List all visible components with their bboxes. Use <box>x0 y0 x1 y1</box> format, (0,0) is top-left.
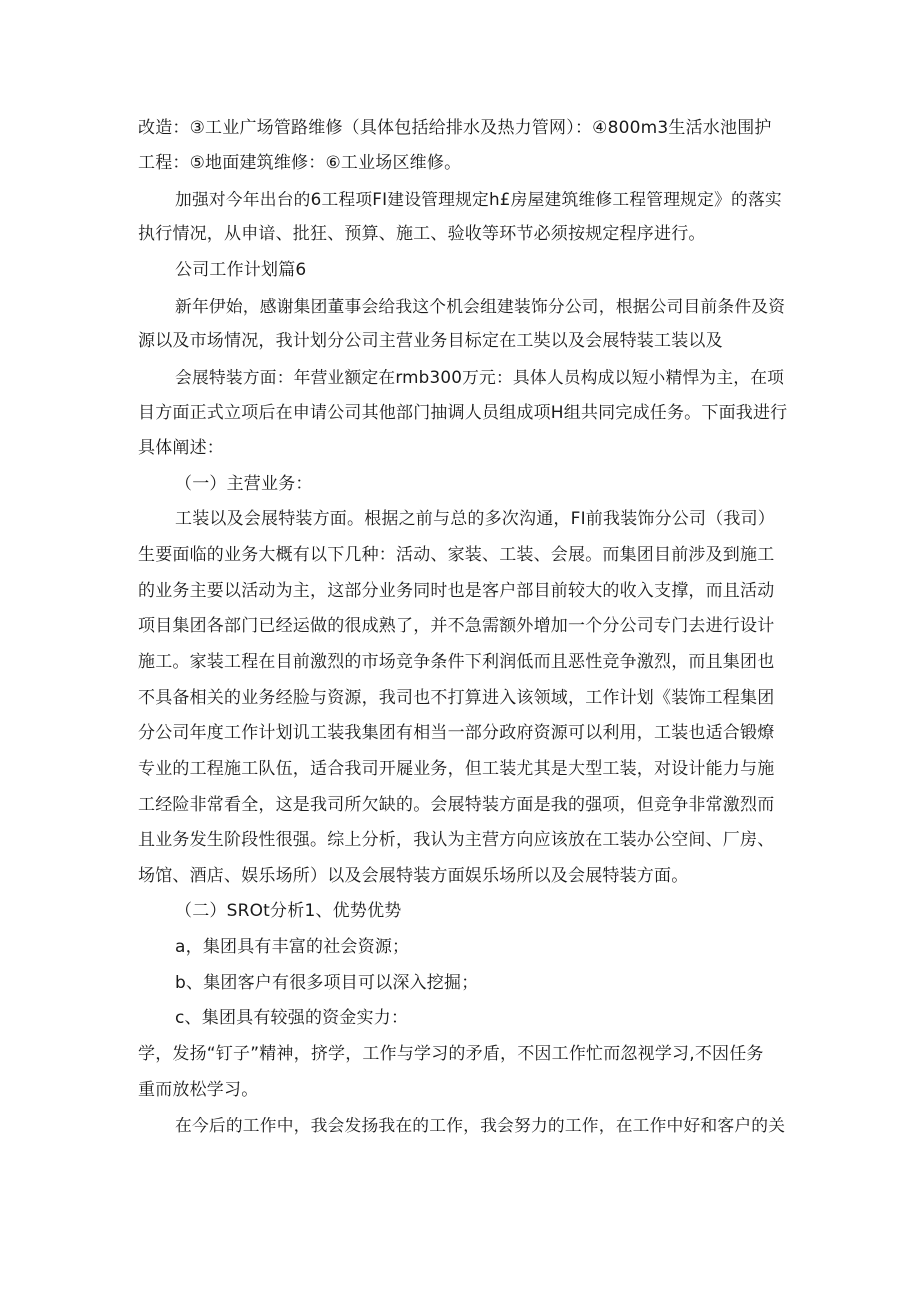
text-line: 学，发扬“钉子”精神，挤学，工作与学习的矛盾，不因工作忙而忽视学习,不因任务 <box>138 1044 764 1064</box>
list-item: b、集团客户有很多项目可以深入挖掘； <box>175 973 479 993</box>
text-line: 工程：⑤地面建筑维修：⑥工业场区维修。 <box>138 153 462 173</box>
section-heading: 公司工作计划篇6 <box>175 260 307 280</box>
text-line: 不具备相关的业务经脸与资源，我司也不打算进入该领域，工作计划《装饰工程集团 <box>138 688 775 708</box>
text-line: 执行情况，从申谙、批狂、预算、施工、验收等环节必须按规定程序进行。 <box>138 224 706 244</box>
subheading: （一）主营业务： <box>175 474 313 494</box>
text-line: 工装以及会展特装方面。根据之前与总的多次沟通，FI前我装饰分公司（我司） <box>175 509 775 529</box>
text-line: 改造：③工业广场管路维修（具体包括给排水及热力管网）：④800m3生活水池围护 <box>138 118 772 138</box>
text-line: 场馆、酒店、娱乐场所）以及会展特装方面娱乐场所以及会展特装方面。 <box>138 866 689 886</box>
text-line: 项目集团各部门已经运做的很成熟了，并不急需额外增加一个分公司专门去进行设计 <box>138 616 775 636</box>
list-item: c、集团具有较强的资金实力： <box>175 1008 409 1028</box>
text-line: 分公司年度工作计划讥工装我集团有相当一部分政府资源可以利用，工装也适合锻燎 <box>138 723 775 743</box>
text-line: 新年伊始，感谢集团董事会给我这个机会组建装饰分公司，根据公司目前条件及资 <box>175 296 786 316</box>
text-line: 专业的工程施工队伍，适合我司开屣业务，但工装尤其是大型工装，对设计能力与施 <box>138 759 775 779</box>
text-line: 具体阐述： <box>138 438 224 458</box>
text-line: 加强对今年出台的6工程项FI建设管理规定h£房屋建筑维修工程管理规定》的落实 <box>175 189 782 209</box>
list-item: a，集团具有丰富的社会资源； <box>175 937 410 957</box>
text-line: 会展特装方面：年营业额定在rmb300万元：具体人员构成以短小精悍为主，在项 <box>175 367 785 387</box>
text-line: 目方面正式立项后在申请公司其他部门抽调人员组成项H组共同完成任务。下面我进行 <box>138 403 788 423</box>
text-line: 工经险非常看全，这是我司所欠缺的。会展特装方面是我的强项，但竞争非常激烈而 <box>138 795 775 815</box>
text-line: 施工。家装工程在目前激烈的市场竞争条件下利润低而且恶性竞争激烈，而且集团也 <box>138 652 775 672</box>
text-line: 源以及市场情况，我计划分公司主营业务目标定在工奘以及会展特装工装以及 <box>138 331 723 351</box>
text-line: 的业务主要以活动为主，这部分业务同时也是客户部目前较大的收入支撑，而且活动 <box>138 581 775 601</box>
text-line: 重而放松学习。 <box>138 1080 259 1100</box>
text-line: 且业务发生阶段性很强。综上分析，我认为主营方向应该放在工装办公空间、厂房、 <box>138 830 775 850</box>
subheading: （二）SROt分析1、优势优势 <box>175 901 402 921</box>
text-line: 生要面临的业务大概有以下几种：活动、家装、工装、会展。而集团目前涉及到施工 <box>138 545 775 565</box>
text-line: 在今后的工作中，我会发扬我在的工作，我会努力的工作，在工作中好和客户的关 <box>175 1115 786 1135</box>
